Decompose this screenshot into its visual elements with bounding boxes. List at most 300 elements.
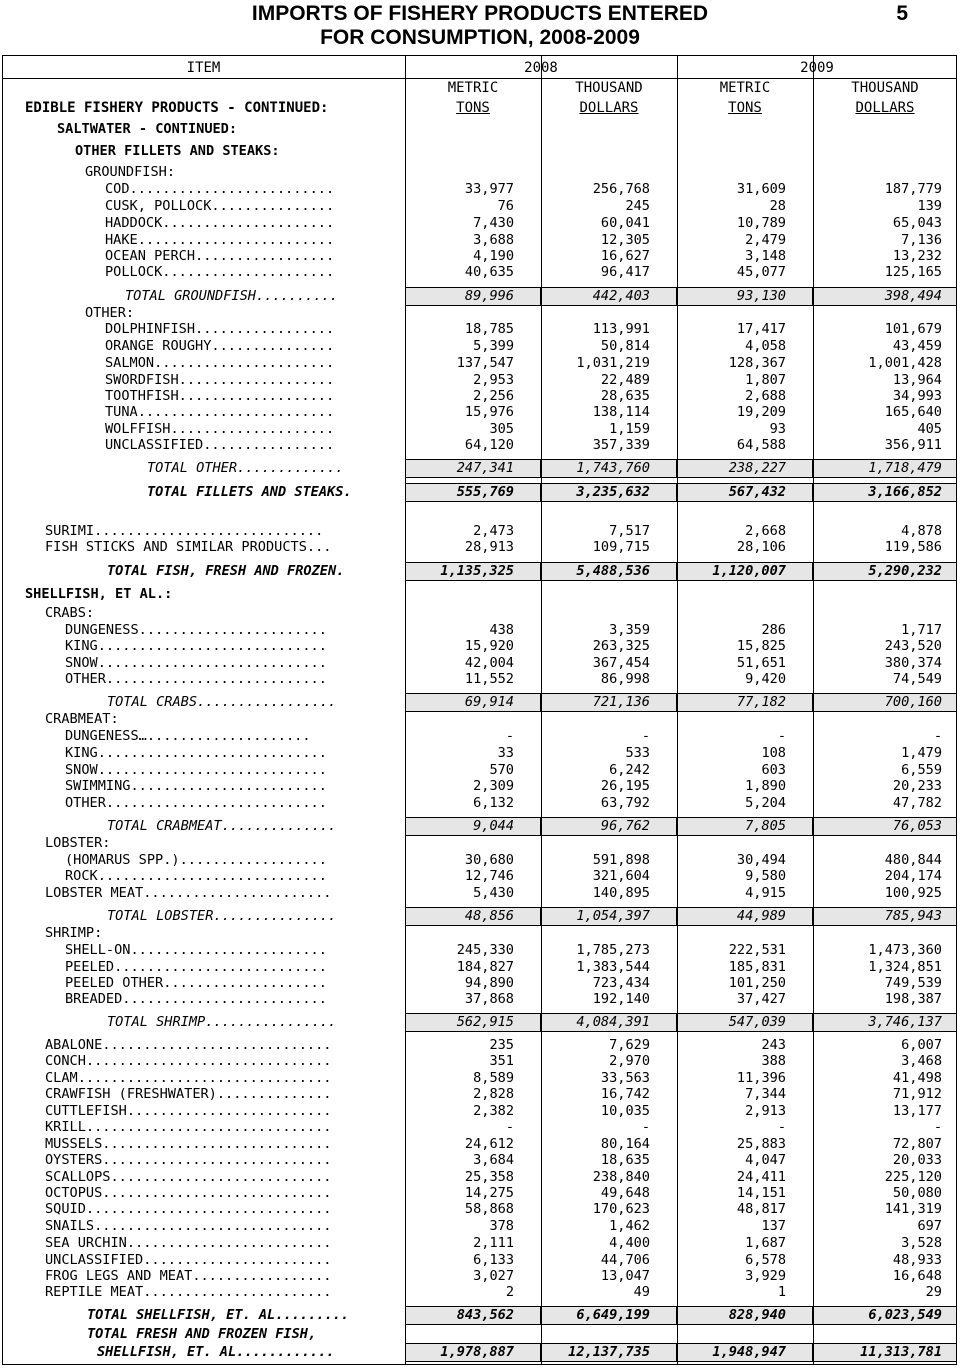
value-cell: 20,033 xyxy=(892,1152,942,1168)
value-cell: 48,817 xyxy=(736,1201,786,1217)
row-label: OTHER FILLETS AND STEAKS: xyxy=(75,143,280,159)
table-row xyxy=(0,745,960,762)
value-cell: 247,341 xyxy=(456,460,514,476)
value-cell: 20,233 xyxy=(892,778,942,794)
row-label: SQUID.............................. xyxy=(45,1201,332,1217)
value-cell: 64,120 xyxy=(464,437,514,453)
value-cell: 13,232 xyxy=(892,248,942,264)
row-label: LOBSTER MEAT....................... xyxy=(45,885,332,901)
value-cell: 16,742 xyxy=(600,1086,650,1102)
total-row xyxy=(0,1344,960,1361)
value-cell: 13,047 xyxy=(600,1268,650,1284)
value-cell: 44,706 xyxy=(600,1252,650,1268)
table-row xyxy=(0,523,960,540)
table-row xyxy=(0,1185,960,1202)
table-row xyxy=(0,959,960,976)
value-cell: 128,367 xyxy=(728,355,786,371)
table-row xyxy=(0,404,960,421)
value-cell: 2,473 xyxy=(473,523,514,539)
value-cell: 93,130 xyxy=(736,288,786,304)
value-cell: 5,399 xyxy=(473,338,514,354)
value-cell: 108 xyxy=(761,745,786,761)
table-row xyxy=(0,975,960,992)
value-cell: 245 xyxy=(625,198,650,214)
table-row xyxy=(0,1103,960,1120)
value-cell: 94,890 xyxy=(464,975,514,991)
table-row xyxy=(0,215,960,232)
value-cell: 77,182 xyxy=(736,694,786,710)
section-heading: EDIBLE FISHERY PRODUCTS - CONTINUED: xyxy=(25,100,329,116)
value-cell: 5,204 xyxy=(745,795,786,811)
table-row xyxy=(0,1152,960,1169)
value-cell: 2,309 xyxy=(473,778,514,794)
value-cell: 3,359 xyxy=(609,622,650,638)
table-row xyxy=(0,605,960,622)
value-cell: 18,635 xyxy=(600,1152,650,1168)
page-number: 5 xyxy=(896,2,908,25)
row-label: WOLFFISH.................... xyxy=(105,421,335,437)
table-row xyxy=(0,778,960,795)
value-cell: 1,743,760 xyxy=(576,460,650,476)
value-cell: 6,242 xyxy=(609,762,650,778)
value-cell: 6,007 xyxy=(901,1037,942,1053)
value-cell: 2,382 xyxy=(473,1103,514,1119)
value-cell: 3,235,632 xyxy=(576,484,650,500)
value-cell: 1,054,397 xyxy=(576,908,650,924)
value-cell: 41,498 xyxy=(892,1070,942,1086)
value-cell: 378 xyxy=(489,1218,514,1234)
value-cell: 1,978,887 xyxy=(440,1344,514,1360)
value-cell: 45,077 xyxy=(736,264,786,280)
title-line-2: FOR CONSUMPTION, 2008-2009 xyxy=(320,26,640,49)
row-label: KING............................ xyxy=(65,745,327,761)
table-row xyxy=(0,355,960,372)
metric-header-2009: METRIC xyxy=(719,80,771,96)
row-label: DUNGENESS....................... xyxy=(65,622,327,638)
value-cell: 555,769 xyxy=(456,484,514,500)
value-cell: 1,462 xyxy=(609,1218,650,1234)
value-cell: 5,430 xyxy=(473,885,514,901)
value-cell: 33,977 xyxy=(464,181,514,197)
table-row xyxy=(0,728,960,745)
value-cell: 321,604 xyxy=(592,868,650,884)
value-cell: 4,915 xyxy=(745,885,786,901)
value-cell: 828,940 xyxy=(728,1307,786,1323)
dollars-header-2008: DOLLARS xyxy=(579,100,639,116)
table-row xyxy=(0,143,960,160)
value-cell: 10,035 xyxy=(600,1103,650,1119)
value-cell: 8,589 xyxy=(473,1070,514,1086)
row-label: GROUNDFISH: xyxy=(85,164,176,180)
table-row xyxy=(0,164,960,181)
value-cell: 7,430 xyxy=(473,215,514,231)
row-label: SHRIMP: xyxy=(45,925,103,941)
value-cell: 50,814 xyxy=(600,338,650,354)
value-cell: 749,539 xyxy=(884,975,942,991)
row-label: OCTOPUS............................ xyxy=(45,1185,332,1201)
value-cell: 101,679 xyxy=(884,321,942,337)
value-cell: 204,174 xyxy=(884,868,942,884)
value-cell: 3,148 xyxy=(745,248,786,264)
row-label: CUTTLEFISH......................... xyxy=(45,1103,332,1119)
value-cell: 3,528 xyxy=(901,1235,942,1251)
value-cell: 4,400 xyxy=(609,1235,650,1251)
row-label: KRILL.............................. xyxy=(45,1119,332,1135)
value-cell: 24,411 xyxy=(736,1169,786,1185)
value-cell: 2,970 xyxy=(609,1053,650,1069)
row-label: CRAWFISH (FRESHWATER).............. xyxy=(45,1086,332,1102)
row-label: MUSSELS............................ xyxy=(45,1136,332,1152)
value-cell: 141,319 xyxy=(884,1201,942,1217)
total-row xyxy=(0,818,960,835)
value-cell: 12,137,735 xyxy=(568,1344,650,1360)
row-label: POLLOCK..................... xyxy=(105,264,335,280)
value-cell: - xyxy=(505,1119,514,1135)
value-cell: 2,688 xyxy=(745,388,786,404)
row-label: TOTAL CRABS................. xyxy=(107,694,337,710)
value-cell: 33,563 xyxy=(600,1070,650,1086)
value-cell: 80,164 xyxy=(600,1136,650,1152)
value-cell: 1 xyxy=(777,1284,786,1300)
value-cell: 533 xyxy=(625,745,650,761)
row-label: SWIMMING........................ xyxy=(65,778,327,794)
table-row xyxy=(0,248,960,265)
row-label: PEELED.......................... xyxy=(65,959,327,975)
value-cell: 49,648 xyxy=(600,1185,650,1201)
value-cell: 37,427 xyxy=(736,991,786,1007)
table-row xyxy=(0,1037,960,1054)
row-label: BREADED......................... xyxy=(65,991,327,1007)
thousand-header-2008: THOUSAND xyxy=(575,80,643,96)
table-row xyxy=(0,305,960,322)
value-cell: 245,330 xyxy=(456,942,514,958)
table-row xyxy=(0,835,960,852)
value-cell: 480,844 xyxy=(884,852,942,868)
dollars-header-2009: DOLLARS xyxy=(855,100,915,116)
value-cell: 3,746,137 xyxy=(868,1014,942,1030)
table-row xyxy=(0,868,960,885)
value-cell: 42,004 xyxy=(464,655,514,671)
value-cell: 96,417 xyxy=(600,264,650,280)
value-cell: 12,305 xyxy=(600,232,650,248)
row-label: FISH STICKS AND SIMILAR PRODUCTS... xyxy=(45,539,332,555)
value-cell: - xyxy=(933,1119,942,1135)
row-label: SALTWATER - CONTINUED: xyxy=(57,121,238,137)
value-cell: 6,023,549 xyxy=(868,1307,942,1323)
value-cell: 388 xyxy=(761,1053,786,1069)
value-cell: 7,629 xyxy=(609,1037,650,1053)
table-row xyxy=(0,1070,960,1087)
value-cell: 697 xyxy=(917,1218,942,1234)
value-cell: 567,432 xyxy=(728,484,786,500)
value-cell: 76 xyxy=(497,198,514,214)
value-cell: 65,043 xyxy=(892,215,942,231)
value-cell: 28 xyxy=(769,198,786,214)
row-label: SNOW............................ xyxy=(65,762,327,778)
value-cell: 1,120,007 xyxy=(712,563,786,579)
table-row xyxy=(0,1284,960,1301)
value-cell: - xyxy=(777,1119,786,1135)
value-cell: 119,586 xyxy=(884,539,942,555)
value-cell: 60,041 xyxy=(600,215,650,231)
row-label: TOTAL FISH, FRESH AND FROZEN. xyxy=(107,563,345,579)
value-cell: 1,159 xyxy=(609,421,650,437)
value-cell: 6,132 xyxy=(473,795,514,811)
value-cell: 6,578 xyxy=(745,1252,786,1268)
value-cell: 2,953 xyxy=(473,372,514,388)
total-row xyxy=(0,460,960,477)
row-label: TOTAL CRABMEAT.............. xyxy=(107,818,337,834)
total-row xyxy=(0,1014,960,1031)
header-divider xyxy=(2,78,957,79)
value-cell: 25,358 xyxy=(464,1169,514,1185)
value-cell: 140,895 xyxy=(592,885,650,901)
row-label: CONCH.............................. xyxy=(45,1053,332,1069)
row-label: CUSK, POLLOCK............... xyxy=(105,198,335,214)
value-cell: 109,715 xyxy=(592,539,650,555)
value-cell: 5,290,232 xyxy=(868,563,942,579)
value-cell: 357,339 xyxy=(592,437,650,453)
value-cell: 5,488,536 xyxy=(576,563,650,579)
row-label: ORANGE ROUGHY............... xyxy=(105,338,335,354)
row-label: SCALLOPS........................... xyxy=(45,1169,332,1185)
value-cell: 18,785 xyxy=(464,321,514,337)
value-cell: 235 xyxy=(489,1037,514,1053)
value-cell: 29 xyxy=(925,1284,942,1300)
row-label: OCEAN PERCH................. xyxy=(105,248,335,264)
value-cell: 9,044 xyxy=(473,818,514,834)
row-label: ABALONE............................ xyxy=(45,1037,332,1053)
value-cell: 139 xyxy=(917,198,942,214)
item-header: ITEM xyxy=(186,60,221,76)
value-cell: 570 xyxy=(489,762,514,778)
table-row xyxy=(0,991,960,1008)
value-cell: 76,053 xyxy=(892,818,942,834)
value-cell: 12,746 xyxy=(464,868,514,884)
value-cell: 100,925 xyxy=(884,885,942,901)
row-label: FROG LEGS AND MEAT................. xyxy=(45,1268,332,1284)
table-row xyxy=(0,388,960,405)
value-cell: 7,344 xyxy=(745,1086,786,1102)
table-row xyxy=(0,586,960,603)
value-cell: 15,920 xyxy=(464,638,514,654)
value-cell: 225,120 xyxy=(884,1169,942,1185)
value-cell: 25,883 xyxy=(736,1136,786,1152)
value-cell: 16,648 xyxy=(892,1268,942,1284)
total-row xyxy=(0,1326,960,1343)
value-cell: 1,001,428 xyxy=(868,355,942,371)
value-cell: 442,403 xyxy=(592,288,650,304)
table-row xyxy=(0,925,960,942)
value-cell: 33 xyxy=(497,745,514,761)
row-label: DUNGENESS….................... xyxy=(65,728,311,744)
row-label: LOBSTER: xyxy=(45,835,111,851)
value-cell: 3,688 xyxy=(473,232,514,248)
row-label: SURIMI............................ xyxy=(45,523,324,539)
value-cell: 1,324,851 xyxy=(868,959,942,975)
value-cell: 238,227 xyxy=(728,460,786,476)
value-cell: 198,387 xyxy=(884,991,942,1007)
value-cell: 13,964 xyxy=(892,372,942,388)
row-label: OTHER........................... xyxy=(65,795,327,811)
table-row xyxy=(0,711,960,728)
value-cell: 305 xyxy=(489,421,514,437)
value-cell: 380,374 xyxy=(884,655,942,671)
title-line-1: IMPORTS OF FISHERY PRODUCTS ENTERED xyxy=(251,2,709,25)
value-cell: 58,868 xyxy=(464,1201,514,1217)
value-cell: 24,612 xyxy=(464,1136,514,1152)
value-cell: 30,680 xyxy=(464,852,514,868)
value-cell: 562,915 xyxy=(456,1014,514,1030)
value-cell: 28,635 xyxy=(600,388,650,404)
row-label: CLAM............................... xyxy=(45,1070,332,1086)
row-label: HADDOCK..................... xyxy=(105,215,335,231)
value-cell: 2,668 xyxy=(745,523,786,539)
row-label: SHELLFISH, ET. AL............ xyxy=(97,1344,335,1360)
value-cell: 4,190 xyxy=(473,248,514,264)
value-cell: 63,792 xyxy=(600,795,650,811)
value-cell: 19,209 xyxy=(736,404,786,420)
value-cell: 34,993 xyxy=(892,388,942,404)
row-label: TUNA........................ xyxy=(105,404,335,420)
table-row xyxy=(0,1136,960,1153)
value-cell: 4,047 xyxy=(745,1152,786,1168)
value-cell: - xyxy=(641,728,650,744)
value-cell: 43,459 xyxy=(892,338,942,354)
value-cell: 138,114 xyxy=(592,404,650,420)
value-cell: 93 xyxy=(769,421,786,437)
value-cell: 14,151 xyxy=(736,1185,786,1201)
value-cell: 405 xyxy=(917,421,942,437)
tons-header-2008: TONS xyxy=(456,100,490,116)
table-row xyxy=(0,1119,960,1136)
table-row xyxy=(0,1201,960,1218)
table-row xyxy=(0,638,960,655)
value-cell: 256,768 xyxy=(592,181,650,197)
row-label: TOTAL SHELLFISH, ET. AL......... xyxy=(87,1307,349,1323)
value-cell: 7,805 xyxy=(745,818,786,834)
total-row xyxy=(0,694,960,711)
value-cell: 137 xyxy=(761,1218,786,1234)
row-label: CRABS: xyxy=(45,605,95,621)
row-label: HAKE........................ xyxy=(105,232,335,248)
value-cell: 14,275 xyxy=(464,1185,514,1201)
value-cell: 47,782 xyxy=(892,795,942,811)
row-label: UNCLASSIFIED....................... xyxy=(45,1252,332,1268)
value-cell: 9,580 xyxy=(745,868,786,884)
table-row xyxy=(0,795,960,812)
row-label: TOTAL OTHER............. xyxy=(147,460,344,476)
value-cell: 165,640 xyxy=(884,404,942,420)
value-cell: 69,914 xyxy=(464,694,514,710)
table-row xyxy=(0,121,960,138)
value-cell: 11,552 xyxy=(464,671,514,687)
value-cell: 11,313,781 xyxy=(860,1344,942,1360)
value-cell: 700,160 xyxy=(884,694,942,710)
value-cell: 16,627 xyxy=(600,248,650,264)
thousand-header-2009: THOUSAND xyxy=(851,80,919,96)
value-cell: 15,976 xyxy=(464,404,514,420)
table-row xyxy=(0,437,960,454)
value-cell: 2,111 xyxy=(473,1235,514,1251)
value-cell: 367,454 xyxy=(592,655,650,671)
table-row xyxy=(0,421,960,438)
value-cell: 2,913 xyxy=(745,1103,786,1119)
value-cell: 15,825 xyxy=(736,638,786,654)
value-cell: 4,084,391 xyxy=(576,1014,650,1030)
row-label: TOTAL SHRIMP................ xyxy=(107,1014,337,1030)
value-cell: 89,996 xyxy=(464,288,514,304)
value-cell: 3,468 xyxy=(901,1053,942,1069)
value-cell: 6,649,199 xyxy=(576,1307,650,1323)
value-cell: 185,831 xyxy=(728,959,786,975)
total-row xyxy=(0,484,960,501)
value-cell: 17,417 xyxy=(736,321,786,337)
value-cell: 7,136 xyxy=(901,232,942,248)
row-label: ROCK............................ xyxy=(65,868,327,884)
value-cell: 356,911 xyxy=(884,437,942,453)
table-row xyxy=(0,622,960,639)
value-cell: 6,133 xyxy=(473,1252,514,1268)
value-cell: 10,789 xyxy=(736,215,786,231)
metric-header-2008: METRIC xyxy=(447,80,499,96)
value-cell: 86,998 xyxy=(600,671,650,687)
value-cell: 1,687 xyxy=(745,1235,786,1251)
table-row xyxy=(0,1086,960,1103)
table-row xyxy=(0,321,960,338)
value-cell: 31,609 xyxy=(736,181,786,197)
value-cell: 71,912 xyxy=(892,1086,942,1102)
table-row xyxy=(0,338,960,355)
value-cell: 4,878 xyxy=(901,523,942,539)
row-label: CRABMEAT: xyxy=(45,711,119,727)
value-cell: 1,383,544 xyxy=(576,959,650,975)
value-cell: 170,623 xyxy=(592,1201,650,1217)
row-label: TOTAL FRESH AND FROZEN FISH, xyxy=(87,1326,317,1342)
value-cell: 1,807 xyxy=(745,372,786,388)
value-cell: 3,166,852 xyxy=(868,484,942,500)
value-cell: 398,494 xyxy=(884,288,942,304)
value-cell: 438 xyxy=(489,622,514,638)
value-cell: 37,868 xyxy=(464,991,514,1007)
value-cell: 2,828 xyxy=(473,1086,514,1102)
row-label: SNOW............................ xyxy=(65,655,327,671)
value-cell: 243,520 xyxy=(884,638,942,654)
table-row xyxy=(0,885,960,902)
value-cell: 137,547 xyxy=(456,355,514,371)
value-cell: 96,762 xyxy=(600,818,650,834)
value-cell: 11,396 xyxy=(736,1070,786,1086)
table-row xyxy=(0,671,960,688)
table-row xyxy=(0,762,960,779)
table-row xyxy=(0,942,960,959)
value-cell: 22,489 xyxy=(600,372,650,388)
row-label: SHELLFISH, ET AL.: xyxy=(25,586,173,602)
row-label: SALMON...................... xyxy=(105,355,335,371)
value-cell: 26,195 xyxy=(600,778,650,794)
value-cell: 48,856 xyxy=(464,908,514,924)
value-cell: 2,479 xyxy=(745,232,786,248)
value-cell: 187,779 xyxy=(884,181,942,197)
row-label: TOTAL FILLETS AND STEAKS. xyxy=(147,484,352,500)
value-cell: 1,890 xyxy=(745,778,786,794)
value-cell: 30,494 xyxy=(736,852,786,868)
row-label: TOTAL GROUNDFISH.......... xyxy=(125,288,338,304)
value-cell: 1,717 xyxy=(901,622,942,638)
row-label: (HOMARUS SPP.).................. xyxy=(65,852,327,868)
value-cell: 7,517 xyxy=(609,523,650,539)
row-label: OYSTERS............................ xyxy=(45,1152,332,1168)
